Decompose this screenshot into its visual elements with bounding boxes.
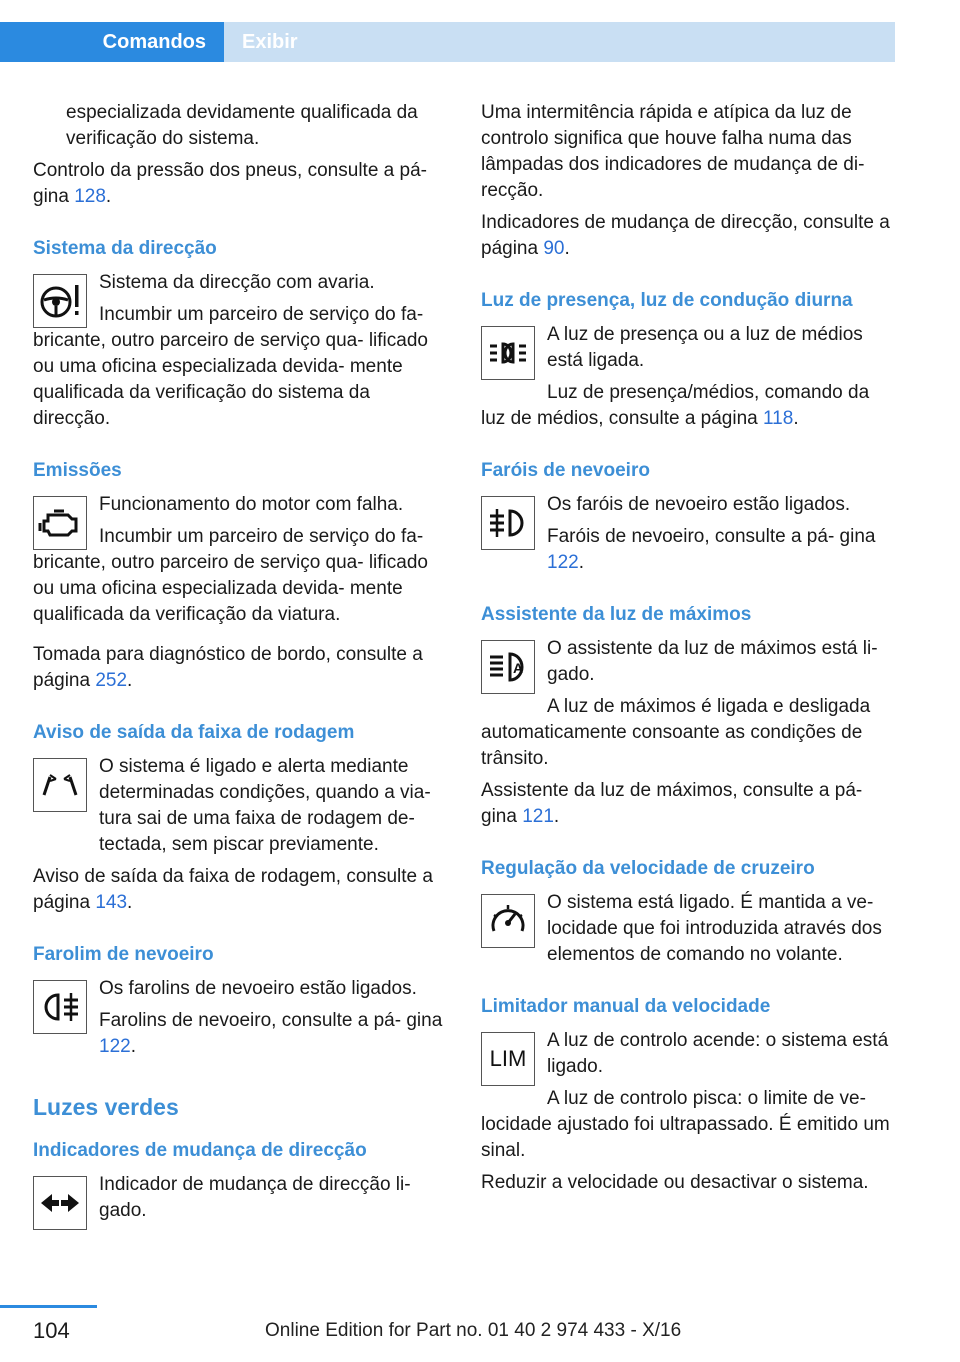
- high-beam-entry: [481, 636, 896, 772]
- entry-text: Os faróis de nevoeiro estão ligados.: [547, 494, 851, 515]
- front-fog-ref: Faróis de nevoeiro, consulte a pá‐ gina 122.: [547, 526, 876, 573]
- lane-departure-icon: [33, 758, 87, 812]
- turn-entry: [33, 1172, 448, 1232]
- edition-note: Online Edition for Part no. 01 40 2 974 433 - X/16: [265, 1320, 682, 1341]
- steering-warning-icon: [33, 274, 87, 328]
- section-heading: Faróis de nevoeiro: [481, 460, 650, 481]
- page-number: 104: [33, 1318, 70, 1343]
- right-column: [481, 100, 896, 1202]
- rear-fog-entry: [33, 976, 448, 1060]
- section-heading: Assistente da luz de máximos: [481, 604, 752, 625]
- footer-rule: [0, 1305, 97, 1308]
- limiter-entry: [481, 1028, 896, 1164]
- entry-text: Sistema da direcção com avaria.: [99, 272, 375, 293]
- parking-ref: Luz de presença/médios, comando da luz de médios, consulte a página 118.: [481, 382, 870, 429]
- entry-text: Incumbir um parceiro de serviço do fa‐ bricante, outro parceiro de serviço qua‐ lificado ou uma oficina especializada devida‐ mente qualificada da verificação do sistema da direcção.: [33, 304, 428, 429]
- section-heading: Farolim de nevoeiro: [33, 944, 214, 965]
- tire-pressure-ref: Controlo da pressão dos pneus, consulte a pá‐ gina 128.: [33, 160, 427, 207]
- parking-light-icon: [481, 326, 535, 380]
- front-fog-icon: [481, 496, 535, 550]
- page-link[interactable]: 122: [547, 552, 579, 573]
- entry-text: O sistema está ligado. É mantida a ve‐ locidade que foi introduzida através dos elementos de comando no volante.: [547, 892, 882, 965]
- entry-text: Reduzir a velocidade ou desactivar o sistema.: [481, 1172, 869, 1193]
- svg-text:A: A: [513, 660, 524, 676]
- entry-text: A luz de presença ou a luz de médios está ligada.: [547, 324, 863, 371]
- section-heading: Aviso de saída da faixa de rodagem: [33, 722, 355, 743]
- rear-fog-icon: [33, 980, 87, 1034]
- lane-entry: [33, 754, 448, 858]
- section-heading: Sistema da direcção: [33, 238, 217, 259]
- entry-text: A luz de controlo pisca: o limite de ve‐ locidade ajustado foi ultrapassado. É emitido um sinal.: [481, 1088, 890, 1161]
- cruise-control-icon: [481, 894, 535, 948]
- entry-text: O sistema é ligado e alerta mediante determinadas condições, quando a via‐ tura sai de uma faixa de rodagem de‐ tectada, sem piscar previamente.: [99, 756, 431, 855]
- front-fog-entry: [481, 492, 896, 576]
- section-heading: Limitador manual da velocidade: [481, 996, 771, 1017]
- speed-limiter-icon: [481, 1032, 535, 1086]
- tab-exibir[interactable]: Exibir: [224, 22, 895, 62]
- tab-comandos[interactable]: Comandos: [0, 22, 224, 62]
- rear-fog-ref: Farolins de nevoeiro, consulte a pá‐ gina 122.: [99, 1010, 443, 1057]
- entry-text: O assistente da luz de máximos está li‐ gado.: [547, 638, 878, 685]
- section-heading: Luz de presença, luz de condução diurna: [481, 290, 853, 311]
- page-link[interactable]: 121: [522, 806, 554, 827]
- diagnostic-ref: Tomada para diagnóstico de bordo, consulte a página 252.: [33, 644, 423, 691]
- page-link[interactable]: 90: [543, 238, 565, 259]
- steering-entry: [33, 270, 448, 432]
- section-heading: Regulação da velocidade de cruzeiro: [481, 858, 815, 879]
- left-column: [33, 100, 448, 1232]
- entry-text: A luz de controlo acende: o sistema está ligado.: [547, 1030, 889, 1077]
- lane-ref: Aviso de saída da faixa de rodagem, consulte a página 143.: [33, 866, 433, 913]
- emissions-entry: [33, 492, 448, 628]
- page-link[interactable]: 143: [95, 892, 128, 913]
- turn-signal-icon: [33, 1176, 87, 1230]
- section-heading: Indicadores de mudança de direcção: [33, 1140, 367, 1161]
- section-heading: Emissões: [33, 460, 122, 481]
- parking-entry: [481, 322, 896, 432]
- section-title: Luzes verdes: [33, 1094, 179, 1120]
- entry-text: Os farolins de nevoeiro estão ligados.: [99, 978, 417, 999]
- blink-text: Uma intermitência rápida e atípica da luz de controlo significa que houve falha numa das lâmpadas dos indicadores de mudança de di‐ recção.: [481, 102, 865, 201]
- entry-text: Funcionamento do motor com falha.: [99, 494, 404, 515]
- high-beam-ref: Assistente da luz de máximos, consulte a pá‐ gina 121.: [481, 780, 863, 827]
- continued-text: especializada devidamente qualificada da verificação do sistema.: [66, 102, 418, 149]
- engine-icon: [33, 496, 87, 550]
- entry-text: A luz de máximos é ligada e desligada automaticamente consoante as condições de trânsito.: [481, 696, 871, 769]
- page-link[interactable]: 128: [74, 186, 106, 207]
- page-link[interactable]: 122: [99, 1036, 131, 1057]
- entry-text: Incumbir um parceiro de serviço do fa‐ bricante, outro parceiro de serviço qua‐ lificado ou uma oficina especializada devida‐ mente qualificada da verificação da viatura.: [33, 526, 428, 625]
- high-beam-assist-icon: [481, 640, 535, 694]
- page-link[interactable]: 118: [763, 408, 794, 429]
- page-link[interactable]: 252: [95, 670, 128, 691]
- tab-bar: [0, 0, 895, 62]
- limiter-icon-text: LIM: [489, 1046, 527, 1071]
- blink-ref: Indicadores de mudança de direcção, consulte a página 90.: [481, 212, 890, 259]
- cruise-entry: [481, 890, 896, 968]
- entry-text: Indicador de mudança de direcção li‐ gado.: [99, 1174, 411, 1221]
